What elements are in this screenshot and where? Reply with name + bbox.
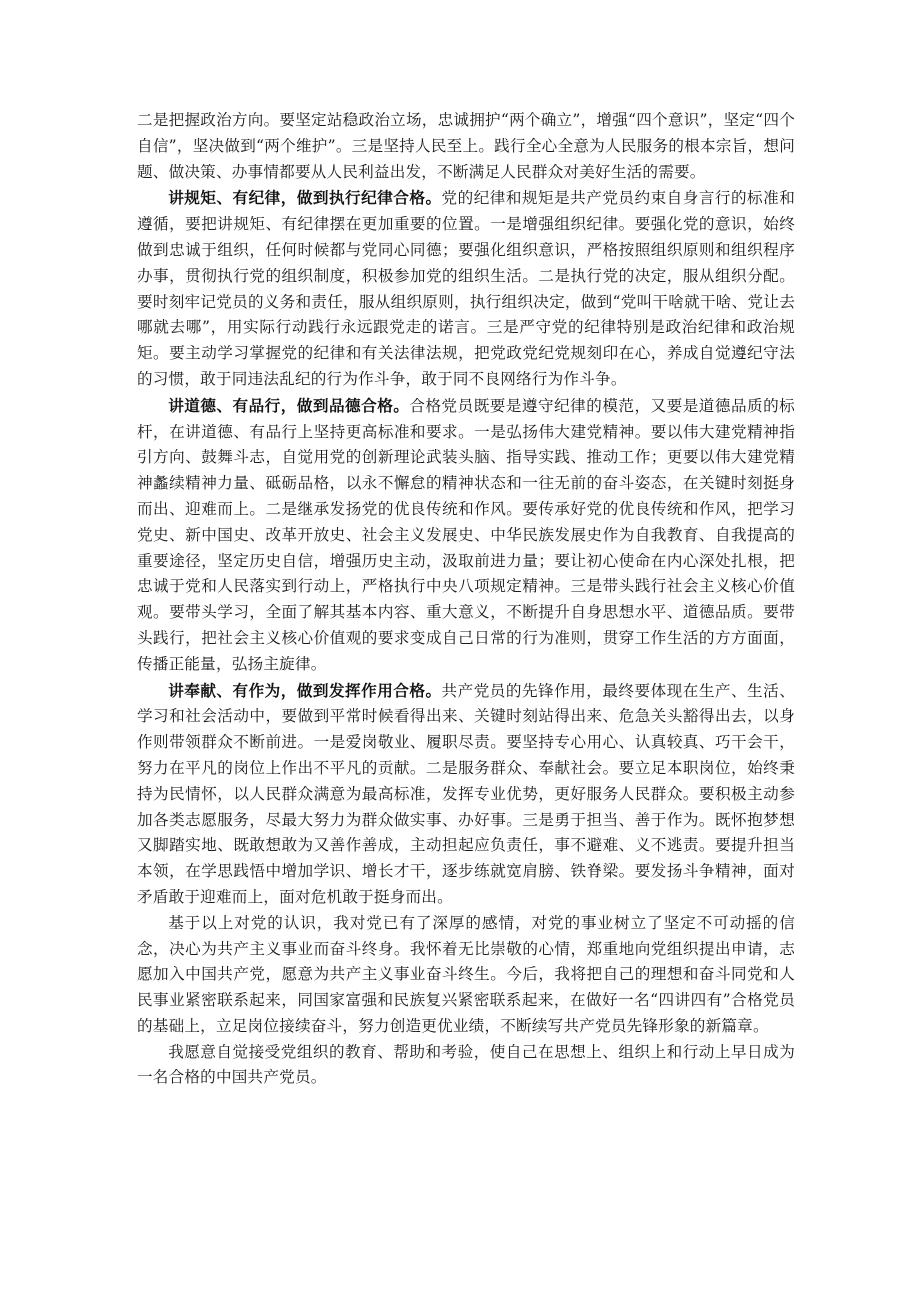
paragraph-closing [137,1040,795,1092]
paragraph-heading: 讲规矩、有纪律，做到执行纪律合格。 [168,188,442,208]
paragraph-morality [137,393,795,678]
paragraph-text: 党的纪律和规矩是共产党员约束自身言行的标准和遵循，要把讲规矩、有纪律摆在更加重要的位置。一是增强组织纪律。要强化党的意识，始终做到忠诚于组织，任何时候都与党同心同德；要强化组织意识，严格按照组织原则和组织程序办事，贯彻执行党的组织制度，积极参加党的组织生活。二是执行党的决定，服从组织分配。要时刻牢记党员的义务和责任，服从组织原则，执行组织决定，做到“党叫干啥就干啥、党让去哪就去哪”，用实际行动践行永远跟党走的诺言。三是严守党的纪律特别是政治纪律和政治规矩。要主动学习掌握党的纪律和有关法律法规，把党政党纪党规刻印在心，养成自觉遵纪守法的习惯，敢于同违法乱纪的行为作斗争，敢于同不良网络行为作斗争。 [137,189,796,388]
paragraph-contribution [137,678,795,911]
paragraph-text: 我愿意自觉接受党组织的教育、帮助和考验，使自己在思想上、组织上和行动上早日成为一名合格的中国共产党员。 [137,1042,795,1087]
paragraph-text: 二是把握政治方向。要坚定站稳政治立场，忠诚拥护“两个确立”，增强“四个意识”，坚定“四个自信”，坚决做到“两个维护”。三是坚持人民至上。践行全心全意为人民服务的根本宗旨，想问题、做决策、办事情都要从人民利益出发，不断满足人民群众对美好生活的需要。 [137,111,795,181]
paragraph-heading: 讲奉献、有作为，做到发挥作用合格。 [168,680,442,700]
paragraph-heading: 讲道德、有品行，做到品德合格。 [168,395,410,415]
paragraph-resolution [137,911,795,1040]
paragraph-text: 基于以上对党的认识，我对党已有了深厚的感情，对党的事业树立了坚定不可动摇的信念，决心为共产主义事业而奋斗终身。我怀着无比崇敬的心情，郑重地向党组织提出申请，志愿加入中国共产党，愿意为共产主义事业奋斗终生。今后，我将把自己的理想和奋斗同党和人民事业紧密联系起来，同国家富强和民族复兴紧密联系起来，在做好一名“四讲四有”合格党员的基础上，立足岗位接续奋斗，努力创造更优业绩，不断续写共产党员先锋形象的新篇章。 [137,913,795,1035]
paragraph-discipline [137,185,795,392]
paragraph-political-direction [137,108,795,185]
paragraph-text: 合格党员既要是遵守纪律的模范，又要是道德品质的标杆，在讲道德、有品行上坚持更高标准和要求。一是弘扬伟大建党精神。要以伟大建党精神指引方向、鼓舞斗志，自觉用党的创新理论武装头脑、指导实践、推动工作；更要以伟大建党精神蠡续精神力量、砥砺品格，以永不懈怠的精神状态和一往无前的奋斗姿态，在关键时刻挺身而出、迎难而上。二是继承发扬党的优良传统和作风。要传承好党的优良传统和作风，把学习党史、新中国史、改革开放史、社会主义发展史、中华民族发展史作为自我教育、自我提高的重要途径，坚定历史自信，增强历史主动，汲取前进力量；要让初心使命在内心深处扎根，把忠诚于党和人民落实到行动上，严格执行中央八项规定精神。三是带头践行社会主义核心价值观。要带头学习，全面了解其基本内容、重大意义，不断提升自身思想水平、道德品质。要带头践行，把社会主义核心价值观的要求变成自己日常的行为准则，贯穿工作生活的方方面面，传播正能量，弘扬主旋律。 [137,396,795,673]
paragraph-text: 共产党员的先锋作用，最终要体现在生产、生活、学习和社会活动中，要做到平常时候看得出来、关键时刻站得出来、危急关头豁得出去，以身作则带领群众不断前进。一是爱岗敬业、履职尽责。要坚持专心用心、认真较真、巧干会干，努力在平凡的岗位上作出不平凡的贡献。二是服务群众、奉献社会。要立足本职岗位，始终秉持为民情怀，以人民群众满意为最高标准，发挥专业优势，更好服务人民群众。要积极主动参加各类志愿服务，尽最大努力为群众做实事、办好事。三是勇于担当、善于作为。既怀抱梦想又脚踏实地、既敢想敢为又善作善成，主动担起应负责任，事不避难、义不逃责。要提升担当本领，在学思践悟中增加学识、增长才干，逐步练就宽肩膀、铁脊梁。要发扬斗争精神，面对矛盾敢于迎难而上，面对危机敢于挺身而出。 [137,681,796,906]
document-body [137,108,795,1091]
